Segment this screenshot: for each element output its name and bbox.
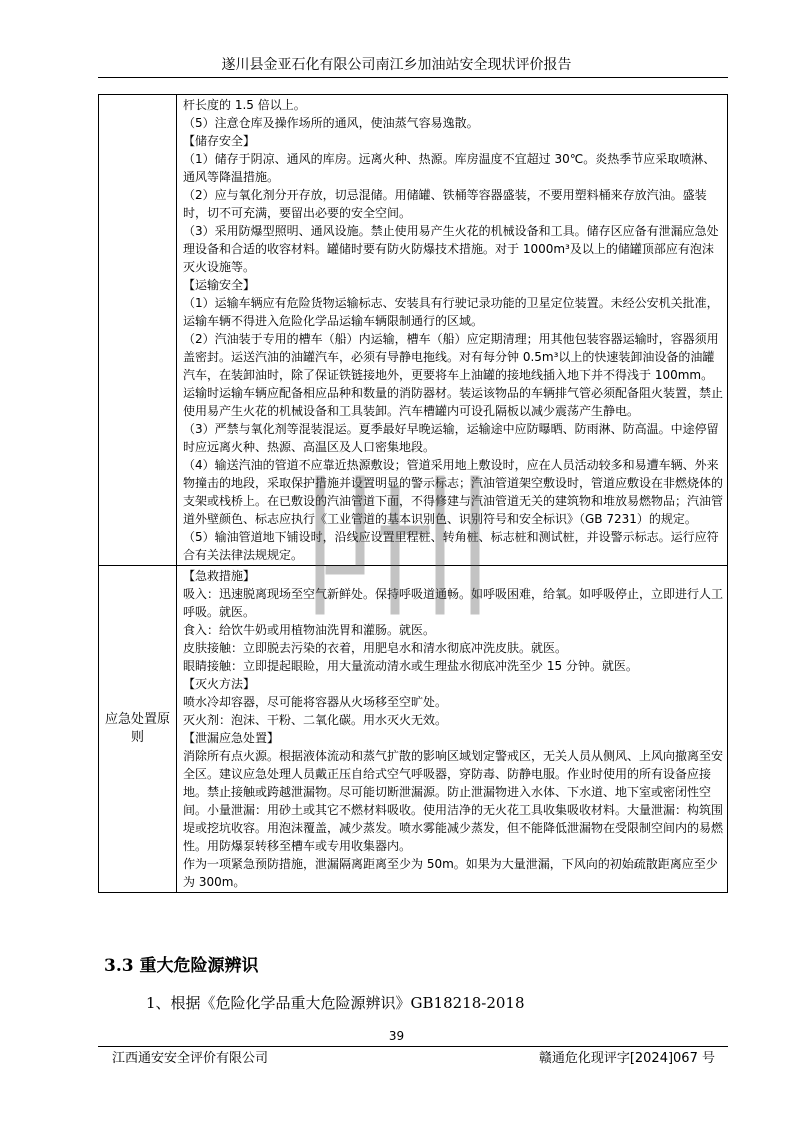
paragraph: 作为一项紧急预防措施，泄漏隔离距离至少为 50m。如果为大量泄漏，下风向的初始疏散距离应至少为 300m。: [183, 857, 718, 889]
safety-measures-table: [98, 94, 728, 893]
paragraph: （2）汽油装于专用的槽车（船）内运输，槽车（船）应定期清理；用其他包装容器运输时，容器须用盖密封。运送汽油的油罐汽车，必须有导静电拖线。对有每分钟 0.5m³以上的快速装卸油设备的油罐汽车，在装卸油时，除了保证铁链接地外，更要将车上油罐的接地线插入地下并不得浅于 100mm。运输时运输车辆应配备相应品种和数量的消防器材。装运该物品的车辆排气管必须配备阻火装置，禁止使用易产生火花的机械设备和工具装卸。汽车槽罐内可设孔隔板以减少震荡产生静电。: [183, 332, 724, 418]
paragraph: 喷水冷却容器，尽可能将容器从火场移至空旷处。: [183, 695, 448, 709]
page-number: 39: [388, 1029, 405, 1043]
paragraph: 杆长度的 1.5 倍以上。: [183, 98, 306, 112]
paragraph: （3）采用防爆型照明、通风设施。禁止使用易产生火花的机械设备和工具。储存区应备有泄漏应急处理设备和合适的收容材料。罐储时要有防火防爆技术措施。对于 1000m³及以上的储罐顶部应有泡沫灭火设施等。: [183, 224, 719, 274]
storage-safety-heading: 【储存安全】: [183, 134, 256, 148]
first-aid-heading: 【急救措施】: [183, 569, 256, 583]
footer-company: 江西通安安全评价有限公司: [112, 1051, 269, 1066]
paragraph: （3）严禁与氧化剂等混装混运。夏季最好早晚运输，运输途中应防曝晒、防雨淋、防高温。中途停留时应远离火种、热源、高温区及人口密集地段。: [183, 422, 719, 454]
paragraph: （2）应与氧化剂分开存放，切忌混储。用储罐、铁桶等容器盛装，不要用塑料桶来存放汽油。盛装时，切不可充满，要留出必要的安全空间。: [183, 188, 707, 220]
section-heading: 3.3 重大危险源辨识: [104, 956, 259, 976]
paragraph: （5）输油管道地下铺设时，沿线应设置里程桩、转角桩、标志桩和测试桩，并设警示标志。运行应符合有关法律法规规定。: [183, 530, 719, 562]
header-divider: [98, 77, 728, 78]
paragraph: 眼睛接触：立即提起眼睑，用大量流动清水或生理盐水彻底冲洗至少 15 分钟。就医。: [183, 659, 638, 673]
paragraph: （1）储存于阴凉、通风的库房。远离火种、热源。库房温度不宜超过 30℃。炎热季节应采取喷淋、通风等降温措施。: [183, 152, 716, 184]
paragraph: （4）输送汽油的管道不应靠近热源敷设；管道采用地上敷设时，应在人员活动较多和易遭车辆、外来物撞击的地段，采取保护措施并设置明显的警示标志；汽油管道架空敷设时，管道应敷设在非燃烧体的支架或栈桥上。在已敷设的汽油管道下面，不得修建与汽油管道无关的建筑物和堆放易燃物品；汽油管道外壁颜色、标志应执行《工业管道的基本识别色、识别符号和安全标识》（GB 7231）的规定。: [183, 458, 724, 526]
section-item: 1、根据《危险化学品重大危险源辨识》GB18218-2018: [146, 994, 525, 1012]
table-row: [99, 95, 728, 566]
paragraph: 吸入：迅速脱离现场至空气新鲜处。保持呼吸道通畅。如呼吸困难，给氧。如呼吸停止，立即进行人工呼吸。就医。: [183, 587, 724, 619]
transport-safety-heading: 【运输安全】: [183, 278, 256, 292]
fire-fighting-heading: 【灭火方法】: [183, 677, 256, 691]
paragraph: （1）运输车辆应有危险货物运输标志、安装具有行驶记录功能的卫星定位装置。未经公安机关批准，运输车辆不得进入危险化学品运输车辆限制通行的区域。: [183, 296, 719, 328]
footer-divider: [98, 1046, 728, 1047]
paragraph: 灭火剂：泡沫、干粉、二氧化碳。用水灭火无效。: [183, 713, 448, 727]
storage-transport-content: [177, 95, 728, 566]
leak-response-heading: 【泄漏应急处置】: [183, 731, 280, 745]
footer-report-code: 赣通危化现评字[2024]067 号: [538, 1051, 715, 1066]
emergency-content: [177, 566, 728, 893]
table-row: [99, 566, 728, 893]
row-label-empty: [99, 95, 177, 566]
paragraph: 消除所有点火源。根据液体流动和蒸气扩散的影响区域划定警戒区，无关人员从侧风、上风向撤离至安全区。建议应急处理人员戴正压自给式空气呼吸器，穿防毒、防静电服。作业时使用的所有设备应接地。禁止接触或跨越泄漏物。尽可能切断泄漏源。防止泄漏物进入水体、下水道、地下室或密闭性空间。小量泄漏：用砂土或其它不燃材料吸收。使用洁净的无火花工具收集吸收材料。大量泄漏：构筑围堤或挖坑收容。用泡沫覆盖，减少蒸发。喷水雾能减少蒸发，但不能降低泄漏物在受限制空间内的易燃性。用防爆泵转移至槽车或专用收集器内。: [183, 749, 724, 853]
paragraph: （5）注意仓库及操作场所的通风，使油蒸气容易逸散。: [183, 116, 479, 130]
paragraph: 食入：给饮牛奶或用植物油洗胃和灌肠。就医。: [183, 623, 436, 637]
page-header-title: 遂川县金亚石化有限公司南江乡加油站安全现状评价报告: [221, 57, 572, 73]
emergency-principle-label: 应急处置原则: [99, 566, 177, 893]
paragraph: 皮肤接触：立即脱去污染的衣着，用肥皂水和清水彻底冲洗皮肤。就医。: [183, 641, 568, 655]
